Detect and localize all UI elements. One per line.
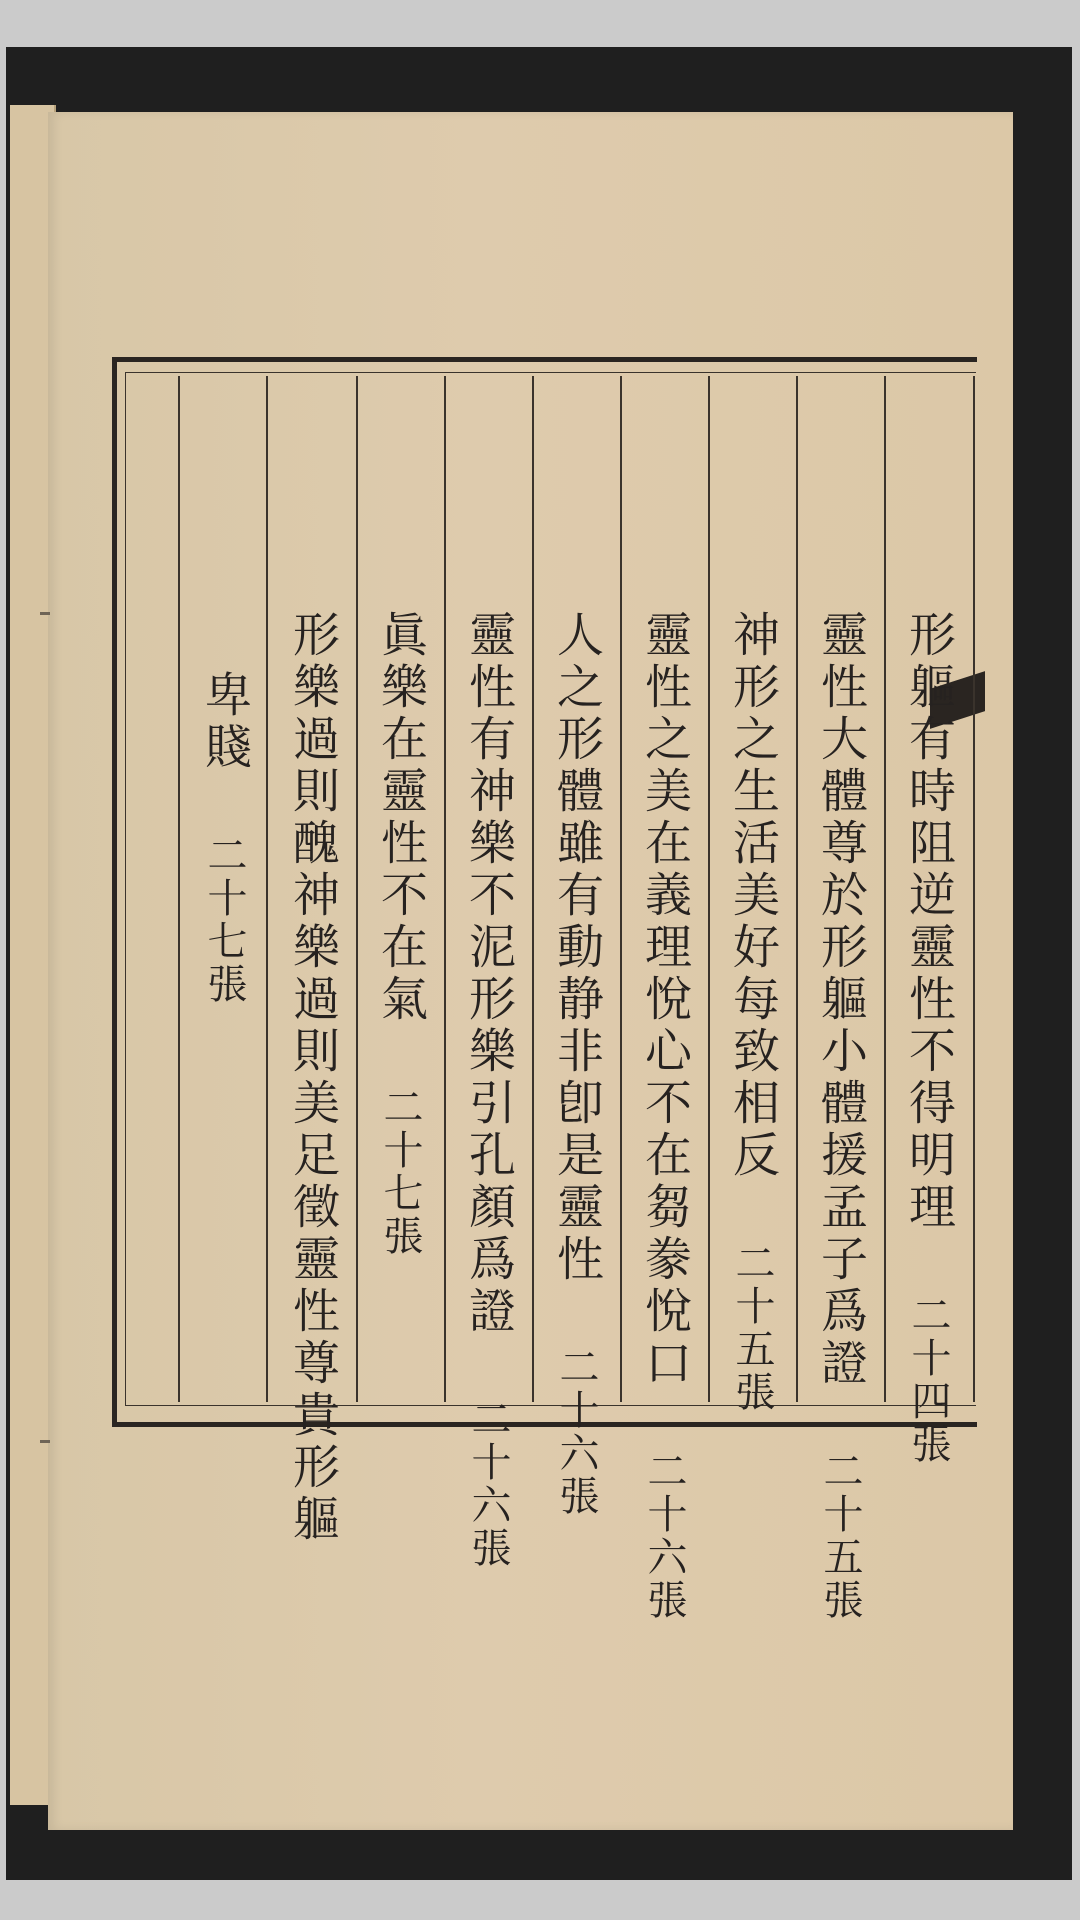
toc-entry: [460, 610, 516, 1690]
page-reference: 二十七張: [201, 834, 247, 1006]
toc-entry: [636, 610, 692, 1650]
entry-text: 神形之生活美好每致相反: [725, 610, 780, 1182]
entry-text: 形軀有時阻逆靈性不得明理: [901, 610, 956, 1234]
page-reference: 二十四張: [905, 1294, 951, 1466]
page-reference: 二十五張: [817, 1450, 863, 1622]
column-rule: [973, 376, 975, 1402]
toc-entry: [548, 610, 604, 1518]
column-rule: [708, 376, 710, 1402]
toc-entry: [724, 610, 780, 1414]
toc-entry: [284, 610, 340, 1710]
page-reference: 二十六張: [465, 1398, 511, 1570]
entry-text: 靈性大體尊於形軀小體援孟子爲證: [813, 610, 868, 1390]
column-rule: [266, 376, 268, 1402]
column-rule: [356, 376, 358, 1402]
entry-text: 人之形體雖有動静非卽是靈性: [549, 610, 604, 1286]
toc-entry: [196, 670, 252, 1006]
column-rule: [444, 376, 446, 1402]
entry-text: 靈性有神樂不泥形樂引孔顏爲證: [461, 610, 516, 1338]
page-reference: 二十六張: [553, 1346, 599, 1518]
toc-entry: [812, 610, 868, 1650]
column-rule: [884, 376, 886, 1402]
toc-entry: [372, 610, 428, 1258]
entry-text: 形樂過則醜神樂過則美足徵靈性尊貴形軀: [285, 610, 340, 1546]
entry-text: 卑賤: [197, 670, 252, 774]
entry-text: 眞樂在靈性不在氣: [373, 610, 428, 1026]
column-rule: [532, 376, 534, 1402]
column-rule: [796, 376, 798, 1402]
page-reference: 二十六張: [641, 1450, 687, 1622]
binding-stitch: [40, 1440, 50, 1443]
entry-text: 靈性之美在義理悅心不在芻豢悅口: [637, 610, 692, 1390]
toc-entry: [900, 610, 956, 1466]
column-rule: [178, 376, 180, 1402]
column-rule: [620, 376, 622, 1402]
binding-stitch: [40, 612, 50, 615]
page-reference: 二十七張: [377, 1086, 423, 1258]
page-reference: 二十五張: [729, 1242, 775, 1414]
